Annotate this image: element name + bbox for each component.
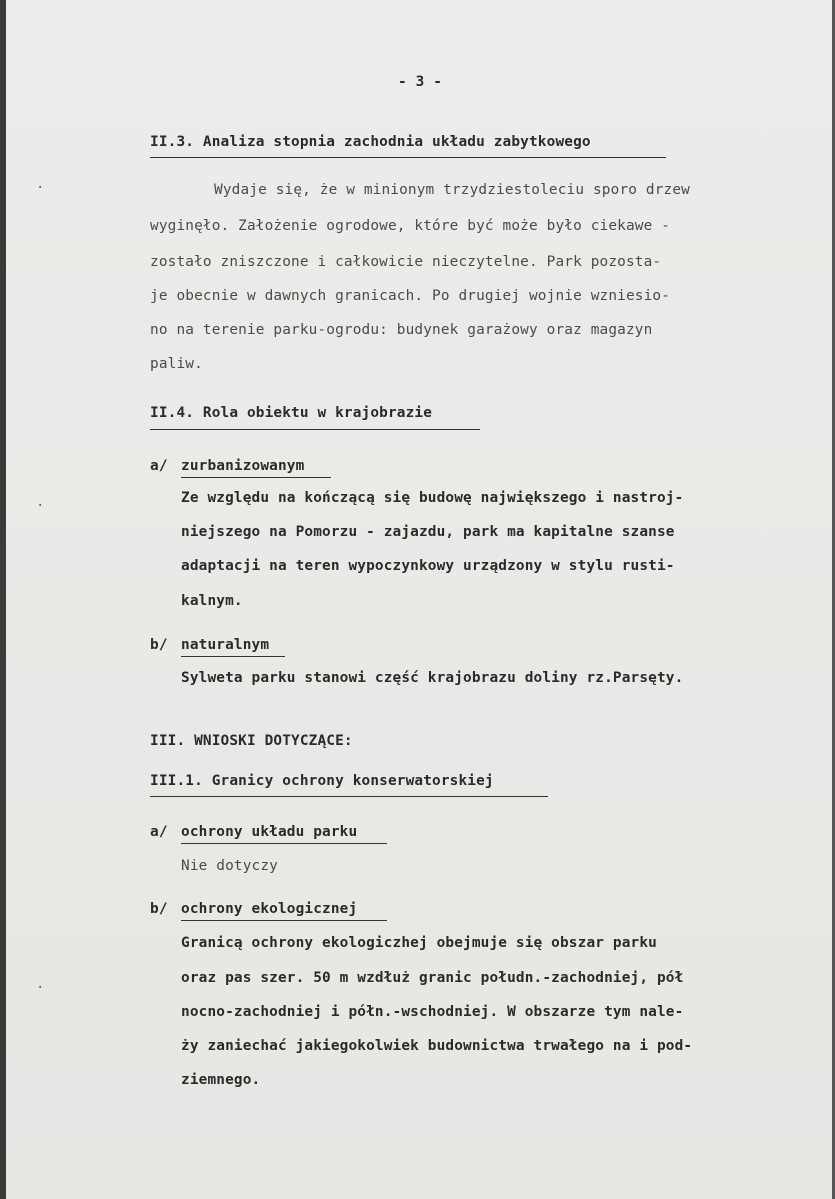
paragraph-line: adaptacji na teren wypoczynkowy urządzony w stylu rusti- [181, 558, 675, 574]
margin-mark: · [36, 980, 45, 996]
paragraph-line: paliw. [150, 356, 203, 372]
paragraph-line: Granicą ochrony ekologiczhej obejmuje się obszar parku [181, 935, 657, 951]
heading-underline [150, 429, 480, 430]
margin-mark: · [36, 180, 45, 196]
paragraph-line: ży zaniechać jakiegokolwiek budownictwa trwałego na i pod- [181, 1038, 693, 1054]
paragraph-line: kalnym. [181, 593, 243, 609]
heading-underline [150, 157, 666, 158]
paragraph-line: Wydaje się, że w minionym trzydziestoleciu sporo drzew [214, 182, 690, 198]
paragraph-line: Ze względu na kończącą się budowę największego i nastroj- [181, 490, 684, 506]
scan-edge-left [0, 0, 6, 1199]
paragraph-line: Sylweta parku stanowi część krajobrazu doliny rz.Parsęty. [181, 670, 684, 686]
subsection-title: zurbanizowanym [181, 458, 305, 474]
list-prefix: b/ [150, 901, 168, 917]
paragraph-line: wyginęło. Założenie ogrodowe, które być może było ciekawe - [150, 218, 671, 234]
margin-mark: · [36, 498, 45, 514]
subsection-underline [181, 477, 331, 478]
section-heading-3: III. WNIOSKI DOTYCZĄCE: [150, 733, 353, 749]
paragraph-line: no na terenie parku-ogrodu: budynek garażowy oraz magazyn [150, 322, 653, 338]
section-heading-3-1: III.1. Granicy ochrony konserwatorskiej [150, 773, 494, 789]
subsection-underline [181, 920, 387, 921]
paragraph-line: je obecnie w dawnych granicach. Po drugiej wojnie wzniesio- [150, 288, 671, 304]
paragraph-line: zostało zniszczone i całkowicie nieczytelne. Park pozosta- [150, 254, 662, 270]
subsection-title: ochrony ekologicznej [181, 901, 358, 917]
heading-underline [150, 796, 548, 797]
paragraph-line: oraz pas szer. 50 m wzdłuż granic połudn.-zachodniej, pół [181, 970, 684, 986]
paragraph-line: Nie dotyczy [181, 858, 278, 874]
paragraph-line: niejszego na Pomorzu - zajazdu, park ma kapitalne szanse [181, 524, 675, 540]
paragraph-line: nocno-zachodniej i półn.-wschodniej. W obszarze tym nale- [181, 1004, 684, 1020]
list-prefix: a/ [150, 458, 168, 474]
subsection-title: ochrony układu parku [181, 824, 358, 840]
subsection-title: naturalnym [181, 637, 270, 653]
list-prefix: b/ [150, 637, 168, 653]
list-prefix: a/ [150, 824, 168, 840]
section-heading-2-4: II.4. Rola obiektu w krajobrazie [150, 405, 433, 421]
subsection-underline [181, 843, 387, 844]
section-heading-2-3: II.3. Analiza stopnia zachodnia układu zabytkowego [150, 134, 591, 150]
page-number: - 3 - [398, 74, 443, 90]
paragraph-line: ziemnego. [181, 1072, 261, 1088]
subsection-underline [181, 656, 285, 657]
